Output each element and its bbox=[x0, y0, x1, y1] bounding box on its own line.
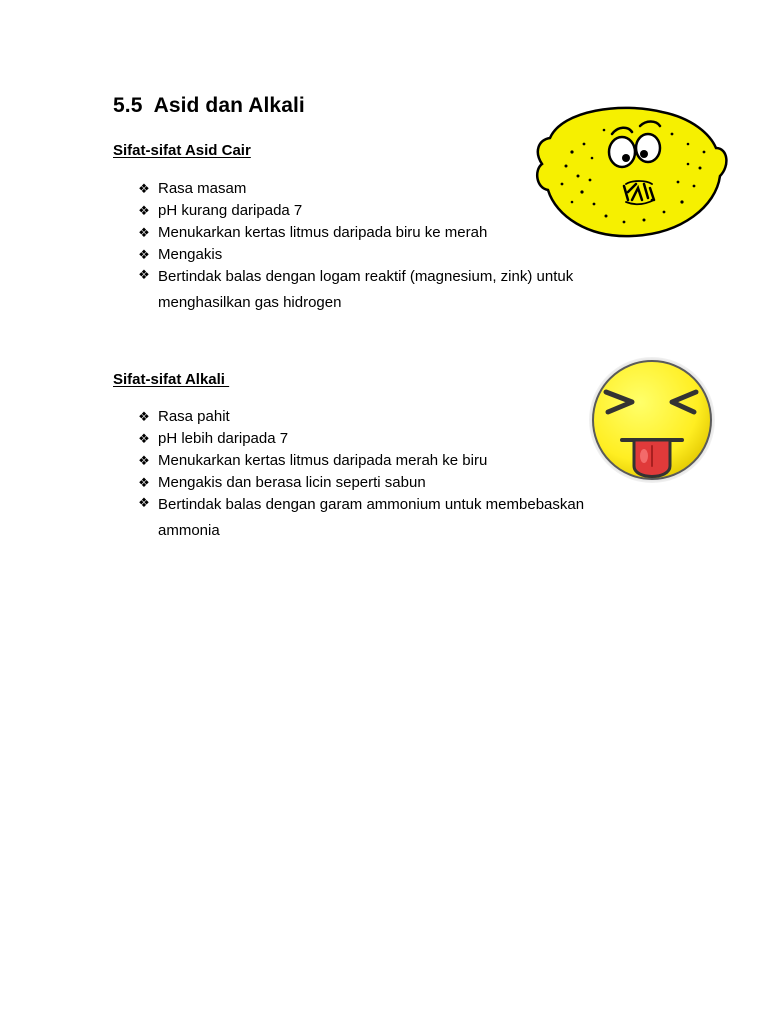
list-item-text: pH kurang daripada 7 bbox=[158, 202, 303, 219]
diamond-bullet-icon: ❖ bbox=[138, 225, 150, 240]
list-item bbox=[0, 406, 640, 428]
alkali-properties-list bbox=[0, 406, 640, 544]
list-item bbox=[0, 244, 640, 266]
list-item bbox=[0, 472, 640, 494]
diamond-bullet-icon: ❖ bbox=[138, 247, 150, 262]
diamond-bullet-icon: ❖ bbox=[138, 453, 150, 468]
list-item-text: Bertindak balas dengan garam ammonium untuk membebaskan ammonia bbox=[158, 496, 585, 539]
list-item-text: Rasa masam bbox=[158, 180, 247, 197]
diamond-bullet-icon: ❖ bbox=[138, 203, 150, 218]
list-item bbox=[0, 264, 640, 316]
list-item-text: Mengakis dan berasa licin seperti sabun bbox=[158, 474, 426, 491]
diamond-bullet-icon: ❖ bbox=[138, 409, 150, 424]
list-item-text: Menukarkan kertas litmus daripada biru ke merah bbox=[158, 224, 488, 241]
list-item-text: Bertindak balas dengan logam reaktif (magnesium, zink) untuk menghasilkan gas hidrogen bbox=[158, 268, 574, 311]
diamond-bullet-icon: ❖ bbox=[138, 431, 150, 446]
page-title: 5.5 Asid dan Alkali bbox=[113, 94, 305, 117]
list-item-text: pH lebih daripada 7 bbox=[158, 430, 289, 447]
diamond-bullet-icon: ❖ bbox=[138, 495, 150, 510]
diamond-bullet-icon: ❖ bbox=[138, 475, 150, 490]
list-item-text: Menukarkan kertas litmus daripada merah ke biru bbox=[158, 452, 488, 469]
sour-lemon-face-icon bbox=[532, 104, 730, 240]
list-item bbox=[0, 492, 640, 544]
list-item-text: Rasa pahit bbox=[158, 408, 230, 425]
list-item bbox=[0, 428, 640, 450]
diamond-bullet-icon: ❖ bbox=[138, 267, 150, 282]
tongue-out-face-icon bbox=[586, 356, 718, 488]
section-heading-acid: Sifat-sifat Asid Cair bbox=[113, 142, 251, 159]
list-item bbox=[0, 450, 640, 472]
list-item-text: Mengakis bbox=[158, 246, 223, 263]
section-heading-alkali: Sifat-sifat Alkali bbox=[113, 371, 230, 388]
diamond-bullet-icon: ❖ bbox=[138, 181, 150, 196]
